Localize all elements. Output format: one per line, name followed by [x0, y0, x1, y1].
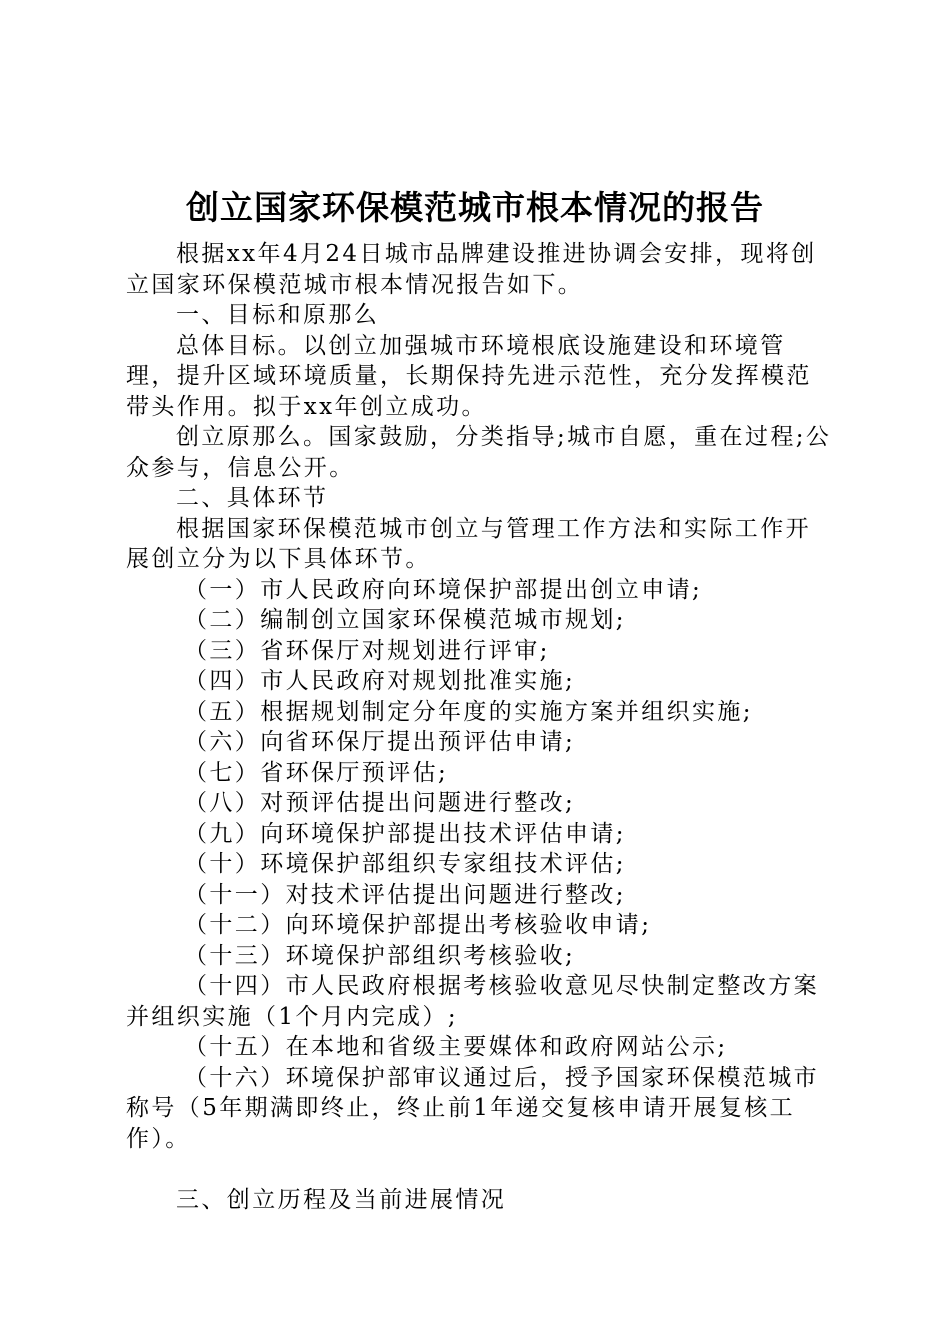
paragraph-spacer	[126, 1154, 836, 1185]
document-title: 创立国家环保模范城市根本情况的报告	[186, 188, 764, 227]
list-item: （十五）在本地和省级主要媒体和政府网站公示;	[184, 1034, 728, 1060]
principles-paragraph: 创立原那么。国家鼓励，分类指导;城市自愿，重在过程;公众参与，信息公开。	[126, 424, 832, 481]
document-body	[126, 239, 836, 1215]
intro-paragraph: 根据xx年4月24日城市品牌建设推进协调会安排，现将创立国家环保模范城市根本情况报告如下。	[126, 241, 817, 298]
list-item: （八）对预评估提出问题进行整改;	[184, 790, 576, 816]
section-heading-steps: 二、具体环节	[176, 485, 329, 511]
section-heading-progress: 三、创立历程及当前进展情况	[176, 1186, 507, 1213]
list-item: （五）根据规划制定分年度的实施方案并组织实施;	[184, 698, 753, 725]
list-item: （三）省环保厅对规划进行评审;	[184, 637, 550, 664]
list-item: （十一）对技术评估提出问题进行整改;	[184, 881, 626, 908]
list-item: （十）环境保护部组织专家组技术评估;	[184, 851, 626, 877]
overall-goal-paragraph: 总体目标。以创立加强城市环境根底设施建设和环境管理，提升区域环境质量，长期保持先进示范性，充分发挥模范带头作用。拟于xx年创立成功。	[126, 332, 812, 420]
list-item: （四）市人民政府对规划批准实施;	[184, 668, 576, 694]
list-item: （九）向环境保护部提出技术评估申请;	[184, 820, 626, 847]
steps-intro-paragraph: 根据国家环保模范城市创立与管理工作方法和实际工作开展创立分为以下具体环节。	[126, 515, 811, 572]
list-item: （六）向省环保厅提出预评估申请;	[184, 729, 576, 755]
list-item: （二）编制创立国家环保模范城市规划;	[184, 607, 626, 633]
list-item: （七）省环保厅预评估;	[184, 759, 449, 786]
list-item: （十三）环境保护部组织考核验收;	[184, 942, 576, 969]
section-heading-goals: 一、目标和原那么	[176, 302, 380, 328]
list-item: （十六）环境保护部审议通过后，授予国家环保模范城市称号（5年期满即终止，终止前1年递交复核申请开展复核工作）。	[126, 1064, 819, 1152]
list-item: （十二）向环境保护部提出考核验收申请;	[184, 912, 652, 938]
list-item: （一）市人民政府向环境保护部提出创立申请;	[184, 576, 703, 603]
list-item: （十四）市人民政府根据考核验收意见尽快制定整改方案并组织实施（1个月内完成）;	[126, 973, 819, 1030]
